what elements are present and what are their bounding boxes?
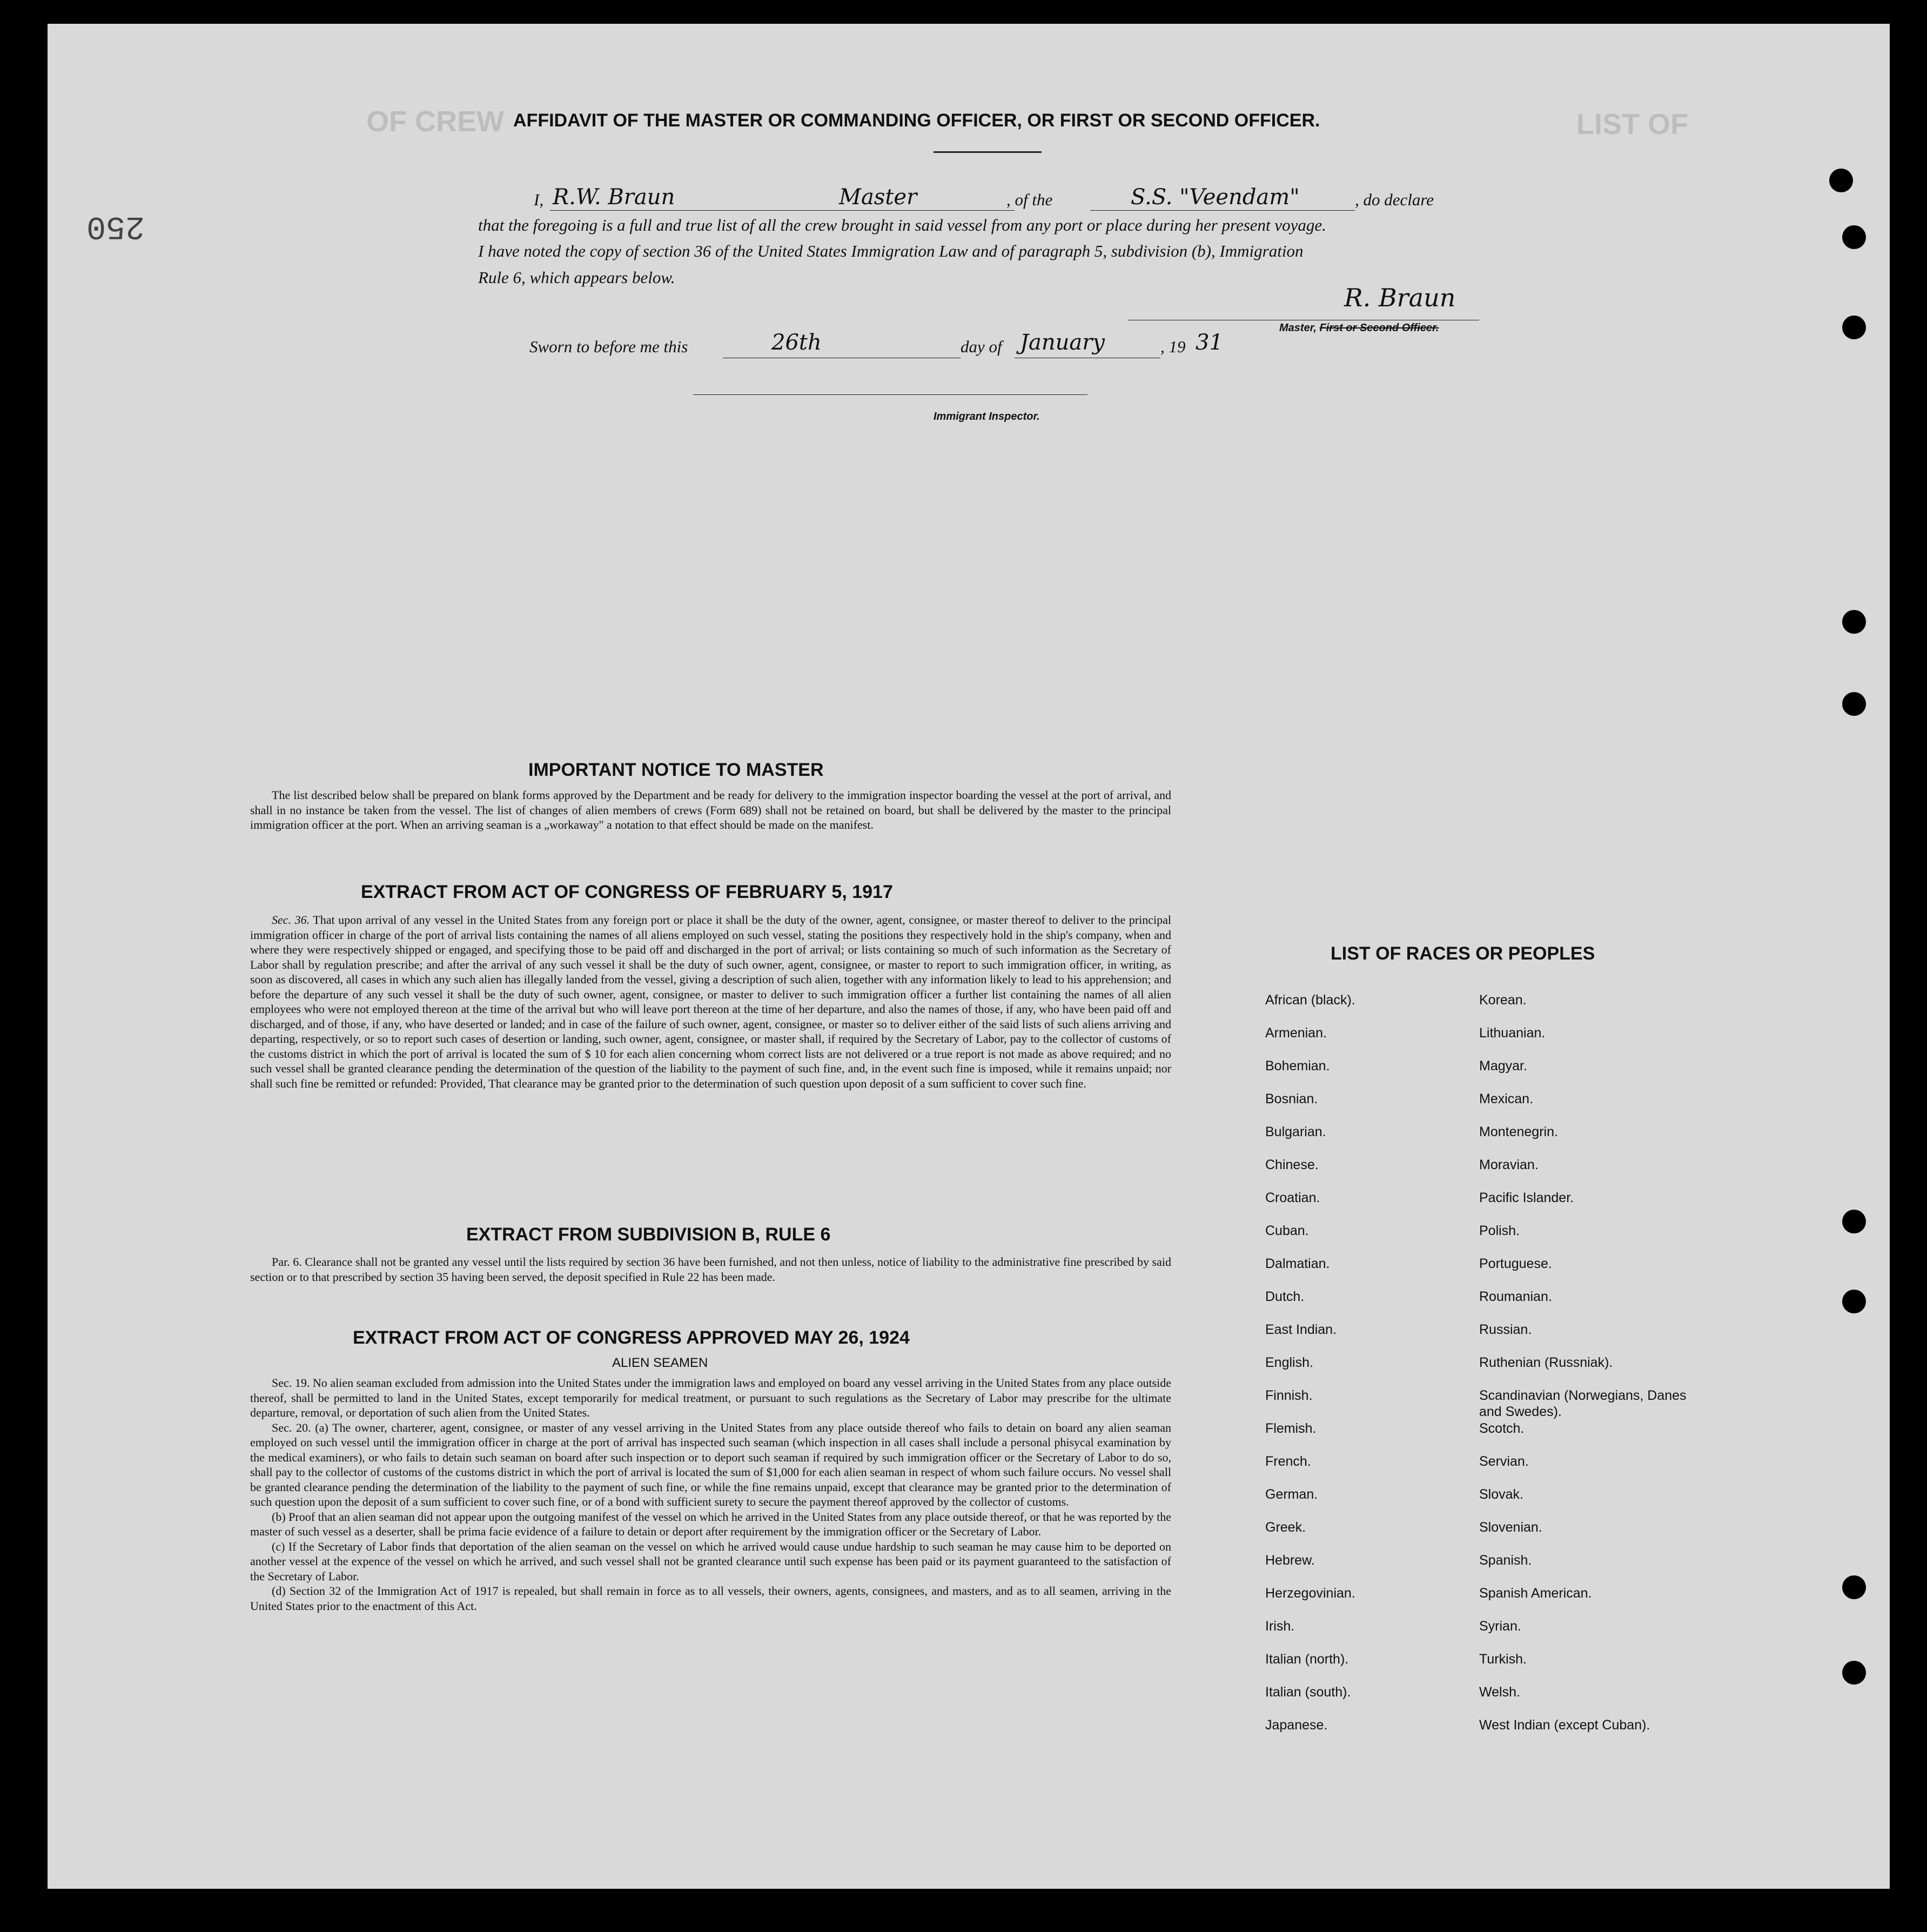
race-item: Italian (north). xyxy=(1265,1652,1349,1667)
race-item: Turkish. xyxy=(1479,1652,1527,1667)
sworn-prefix: Sworn to before me this xyxy=(529,337,688,356)
binder-hole xyxy=(1842,692,1866,716)
rule-6-paragraph: Par. 6. Clearance shall not be granted any vessel until the lists required by section 36 have been furnished, and not then unless, notice of liability to the administrative fine prescribed by said section or to that prescribed by section 35 having been served, the deposit specified in Rule 22 has been made. xyxy=(250,1255,1171,1284)
affidavit-i-label: I, xyxy=(534,190,544,209)
race-item: Slovenian. xyxy=(1479,1520,1542,1535)
affidavit-line: that the foregoing is a full and true list of all the crew brought in said vessel from any port or place during her present voyage. xyxy=(478,216,1326,234)
race-item: Welsh. xyxy=(1479,1685,1520,1700)
affidavit-line: Rule 6, which appears below. xyxy=(478,268,675,287)
race-item: Dalmatian. xyxy=(1265,1256,1330,1271)
race-item: Spanish. xyxy=(1479,1553,1532,1568)
ghost-page-number: 250 xyxy=(86,207,145,244)
master-name: R.W. Braun xyxy=(553,185,675,210)
races-title: LIST OF RACES OR PEOPLES xyxy=(1331,943,1595,964)
race-item: Herzegovinian. xyxy=(1265,1586,1355,1601)
signature-caption xyxy=(1279,322,1439,334)
notice-paragraph: The list described below shall be prepared on blank forms approved by the Department and be ready for delivery to the immigration inspector boarding the vessel at the port of arrival, and shall in no instance be taken from the vessel. The list of changes of alien members of crews (Form 689) shall not be retained on board, but shall be delivered by the master to the principal immigration officer at the port. When an arriving seaman is a „workaway" a notation to that effect should be made on the manifest. xyxy=(250,788,1171,831)
binder-hole xyxy=(1842,1661,1866,1685)
binder-hole xyxy=(1842,1290,1866,1313)
sworn-year-prefix: , 19 xyxy=(1160,337,1186,356)
act-1924-sec-20b: (b) Proof that an alien seaman did not appear upon the outgoing manifest of the vessel on which he arrived in the United States from any place outside thereof, or that he was reported by the master of such vessel as a deserter, shall be prima facie evidence of a failure to detain or deport after requirement by the immigration officer or the Secretary of Labor. xyxy=(250,1510,1171,1538)
race-item: Scotch. xyxy=(1479,1421,1525,1436)
act-1924-sec-19: Sec. 19. No alien seaman excluded from admission into the United States under the immigration laws and employed on board any vessel arriving in the United States from any place outside thereof, shall be permitted to land in the United States, except temporarily for medical treatment, or pursuant to such regulations as the Secretary of Labor may prescribe for the ultimate departure, removal, or deportation of such alien from the United States. xyxy=(250,1376,1171,1419)
race-item: Flemish. xyxy=(1265,1421,1317,1436)
rule-6-text xyxy=(250,1255,1171,1284)
affidavit-line: I have noted the copy of section 36 of the United States Immigration Law and of paragraph 5, subdivision (b), Immigration xyxy=(478,242,1304,260)
race-item: Russian. xyxy=(1479,1322,1532,1337)
act-1924-title: EXTRACT FROM ACT OF CONGRESS APPROVED MAY 26, 1924 xyxy=(353,1327,910,1348)
race-item: Armenian. xyxy=(1265,1025,1327,1041)
sworn-year: 31 xyxy=(1196,330,1223,355)
underline xyxy=(550,210,1015,211)
race-item: Cuban. xyxy=(1265,1223,1309,1238)
race-item: Italian (south). xyxy=(1265,1685,1351,1700)
affidavit-title: AFFIDAVIT OF THE MASTER OR COMMANDING OFFICER, OR FIRST OR SECOND OFFICER. xyxy=(513,110,1320,131)
race-item: Japanese. xyxy=(1265,1718,1328,1733)
race-item: Magyar. xyxy=(1479,1058,1527,1074)
document-page xyxy=(48,24,1890,1889)
race-item: Irish. xyxy=(1265,1619,1295,1634)
race-item: Syrian. xyxy=(1479,1619,1521,1634)
race-item: Bosnian. xyxy=(1265,1091,1318,1106)
race-item: Polish. xyxy=(1479,1223,1520,1238)
inspector-label: Immigrant Inspector. xyxy=(934,411,1040,422)
section-label: Sec. 36. xyxy=(272,913,310,927)
vessel-name: S.S. "Veendam" xyxy=(1131,185,1300,210)
sworn-day: 26th xyxy=(771,330,822,355)
race-item: Bulgarian. xyxy=(1265,1124,1326,1139)
race-item: Korean. xyxy=(1479,992,1527,1008)
race-item: Servian. xyxy=(1479,1454,1529,1469)
race-item: Spanish American. xyxy=(1479,1586,1592,1601)
race-item: Mexican. xyxy=(1479,1091,1534,1106)
race-item: Montenegrin. xyxy=(1479,1124,1558,1139)
race-item: Scandinavian (Norwegians, Danes and Swedes). xyxy=(1479,1388,1687,1419)
race-item: Croatian. xyxy=(1265,1190,1320,1205)
affidavit-of-the: , of the xyxy=(1006,190,1053,209)
ghost-header-right: OF CREW xyxy=(366,105,504,138)
act-1924-sec-20c: (c) If the Secretary of Labor finds that deportation of the alien seaman on the vessel on which he arrived would cause undue hardship to such seaman he may cause him to be deported on another vessel at the expence of the vessel on which he arrived, and such vessel shall not be granted clearance until such expense has been paid or its payment guaranteed to the satisfaction of the Secretary of Labor. xyxy=(250,1539,1171,1583)
underline xyxy=(1090,210,1355,211)
master-signature: R. Braun xyxy=(1344,283,1456,312)
act-1924-sec-20d: (d) Section 32 of the Immigration Act of 1917 is repealed, but shall remain in force as to all vessels, their owners, agents, consignees, and masters, and as to all seamen, arriving in the United States prior to the enactment of this Act. xyxy=(250,1584,1171,1613)
ghost-header: LIST OF xyxy=(1576,108,1688,140)
race-item: Bohemian. xyxy=(1265,1058,1330,1074)
rule-6-title: EXTRACT FROM SUBDIVISION B, RULE 6 xyxy=(466,1224,831,1245)
race-item: Greek. xyxy=(1265,1520,1306,1535)
sworn-mid: day of xyxy=(961,337,1002,356)
race-item: Portuguese. xyxy=(1479,1256,1552,1271)
act-1917-title: EXTRACT FROM ACT OF CONGRESS OF FEBRUARY 5, 1917 xyxy=(361,882,893,902)
signature-caption-master: Master, xyxy=(1279,322,1317,334)
act-1917-text xyxy=(250,913,1171,1091)
race-item: West Indian (except Cuban). xyxy=(1479,1718,1650,1733)
race-item: German. xyxy=(1265,1487,1318,1502)
binder-hole xyxy=(1842,316,1866,339)
act-1924-sec-20a: Sec. 20. (a) The owner, charterer, agent, consignee, or master of any vessel arriving in the United States from any place outside thereof who fails to detain on board any alien seaman employed on such vessel until the immigration officer in charge at the port of arrival has inspected such seaman (which inspection in all cases shall include a personal phisycal examination by the medical examiners), or who fails to detain such seaman on board after such inspection or to deport such seaman if required by such immigration officer or the Secretary of Labor to do so, shall pay to the collector of customs of the customs district in which the port of arrival is located the sum of $1,000 for each alien seaman in respect of whom such failure occurs. No vessel shall be granted clearance pending the determination of the liability to the payment of such fine, or while the fine remains unpaid, except that clearance may be granted prior to the determination of such question upon the deposit of a sum sufficient to cover such fine, or of a bond with sufficient surety to secure the payment thereof approved by the collector of customs. xyxy=(250,1420,1171,1508)
race-item: Slovak. xyxy=(1479,1487,1523,1502)
race-item: East Indian. xyxy=(1265,1322,1337,1337)
act-1924-text xyxy=(250,1376,1171,1613)
rank: Master xyxy=(839,185,917,210)
binder-hole xyxy=(1829,169,1853,192)
binder-hole xyxy=(1842,1210,1866,1233)
binder-hole xyxy=(1842,610,1866,634)
race-item: Ruthenian (Russniak). xyxy=(1479,1355,1613,1370)
races-left-column xyxy=(1265,992,1471,1750)
race-item: African (black). xyxy=(1265,992,1355,1008)
race-item: French. xyxy=(1265,1454,1311,1469)
race-item: Lithuanian. xyxy=(1479,1025,1546,1041)
act-1924-subtitle: ALIEN SEAMEN xyxy=(612,1356,708,1370)
binder-hole xyxy=(1842,225,1866,249)
affidavit-do-declare: , do declare xyxy=(1355,190,1434,209)
races-right-column xyxy=(1479,992,1706,1750)
act-1917-paragraph: That upon arrival of any vessel in the United States from any foreign port or place it shall be the duty of the owner, agent, consignee, or master thereof to deliver to the principal immigration officer in charge of the port of arrival lists containing the names of all aliens employed on such vessel, stating the positions they respectively hold in the ship's company, when and where they were respectively shipped or engaged, and specifying those to be paid off and discharged in the port of arrival; or lists containing so much of such information as the Secretary of Labor shall by regulation prescribe; and after the arrival of any such vessel it shall be the duty of such owner, agent, consignee, or master to report to such immigration officer, in writing, as soon as discovered, all cases in which any such alien has illegally landed from the vessel, giving a description of such alien, together with any information likely to lead to his apprehension; and before the departure of any such vessel it shall be the duty of such owner, agent, consignee, or master to deliver to such immigration officer a further list containing the names of all alien employees who were not employed thereon at the time of the arrival but who will leave port thereon at the time of her departure, and also the names of those, if any, who have been paid off and discharged, and of those, if any, who have deserted or landed; and in case of the failure of such owner, agent, consignee, or master so to deliver either of the said lists of such aliens arriving and departing, respectively, or so to report such cases of desertion or landing, such owner, agent, consignee, or master shall, if required by the Secretary of Labor, pay to the collector of customs of the customs district in which the port of arrival is located the sum of $ 10 for each alien concerning whom correct lists are not delivered or a true report is not made as above required; and no such vessel shall be granted clearance pending the determination of the question of the liability to the payment of such fine, and, in the event such fine is imposed, while it remains unpaid; nor shall such fine be remitted or refunded: Provided, That clearance may be granted prior to the determination of such question upon deposit of a sum sufficient to cover such fine. xyxy=(250,913,1171,1090)
signature-caption-struck: First or Second Officer. xyxy=(1319,322,1439,334)
sworn-month: January xyxy=(1020,330,1105,355)
binder-hole xyxy=(1842,1575,1866,1599)
notice-title: IMPORTANT NOTICE TO MASTER xyxy=(528,760,824,780)
race-item: Chinese. xyxy=(1265,1157,1319,1172)
race-item: Pacific Islander. xyxy=(1479,1190,1574,1205)
race-item: Roumanian. xyxy=(1479,1289,1552,1304)
race-item: English. xyxy=(1265,1355,1313,1370)
inspector-line xyxy=(693,394,1087,395)
race-item: Moravian. xyxy=(1479,1157,1539,1172)
race-item: Dutch. xyxy=(1265,1289,1305,1304)
notice-text xyxy=(250,788,1171,833)
race-item: Hebrew. xyxy=(1265,1553,1315,1568)
race-item: Finnish. xyxy=(1265,1388,1313,1403)
divider xyxy=(934,151,1042,153)
